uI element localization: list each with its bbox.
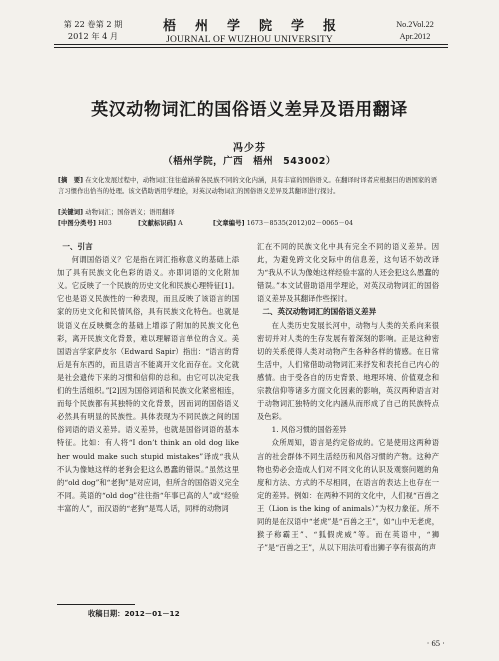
header-rule-thin [54,47,448,48]
page-number: · 65 · [426,638,445,648]
abstract-text: 在文化发展过程中，动物词汇往往蕴涵着各民族不同的文化内涵，具有丰富的国俗语义。在翻译时译者应根据目的语国家的语言习惯作出恰当的处理。该文借助语用学理论，对英汉动物词汇的国俗语义差异及其翻译进行探讨。 [58,177,438,195]
differences-paragraph: 在人类历史发展长河中，动物与人类的关系向来很密切并对人类的生存发展有着深刻的影响。正是这种密切的关系使得人类对动物产生各种各样的情感。在日常生活中，人们常借助动物词汇来抒发和表托自己内心的感情。由于受各自的历史背景、地理环境、价值观念和宗教信仰等诸多方面文化因素的影响，英汉两种语言对于动物词汇独特的文化内涵从而形成了自己的民族特点及色彩。 [257,320,439,422]
keywords [58,208,443,219]
publish-month-en: Apr.2012 [399,31,431,41]
continued-paragraph: 汇在不同的民族文化中具有完全不同的语义差异。因此，为避免跨文化交际中的信息差，这句话不妨改译为“我从不认为像她这样经验丰富的人还会犯这么愚蠢的错误。”本文试借助语用学理论，对英汉动物词汇的国俗语义差异及其翻译作些探讨。 [257,242,439,304]
header-right [385,19,445,42]
volume-issue: 第 22 卷第 2 期 [63,19,123,29]
keywords-label: [关键词] [58,209,84,216]
doc-code-label: [文献标识码] [138,220,177,227]
article-id-value: 1673－8535(2012)02－0065－04 [246,220,354,227]
received-date-footnote: 收稿日期：2012－01－12 [88,609,180,618]
author-name: 冯少芬 [233,143,266,154]
article-id-label: [文章编号] [213,220,245,227]
keywords-text: 动物词汇；国俗语义；语用翻译 [85,209,175,216]
intro-paragraph: 何谓国俗语义？它是指在词汇指称意义的基础上添加了具有民族文化色彩的语义。亦即词语的文化附加义。它反映了一个民族的历史文化和民族心理特征[1]。它也是语义民族性的一种表现，而且反映了该语言的国家的历史文化和民情风俗，具有民族文化特色。也就是说语义在反映概念的基础上增添了附加的民族文化色彩，离开民族文化背景，难以理解语言单位的含义。美国语言学家萨皮尔（Edward Sapir）指出：“语言的背后是有东西的，而且语言不能离开文化而存在。文化就是社会遗传下来的习惯和信仰的总和。由它可以决定我们的生活组织。”[2]因为国俗词语和民族文化紧密相连，而每个民族都有其独特的文化背景，因而词的国俗语义必然具有明显的民族性。具体表现为不同民族之间的国俗词语的语义差异。语义差异，也就是国俗词语的基本特征。比如：有人将“I don’t think an old dog like her would make such stupid mistakes”译成“我从不认为像她这样的老狗会犯这么愚蠢的错误。”虽然这里的“old dog”和“老狗”是对应词，但所含的国俗语义完全不同。英语的“old dog”往往指“年事已高的人”或“经验丰富的人”，而汉语的“老狗”是骂人话，同样的动物词 [57,255,239,513]
section-heading-intro: 一、引言 [62,242,93,251]
publish-date: 2012 年 4 月 [67,30,119,41]
header-rule-thick [54,44,448,45]
journal-name-zh: 梧州学院学报 [162,19,355,34]
footnote-rule [57,604,135,605]
article-title: 英汉动物词汇的国俗语义差异及语用翻译 [91,100,408,120]
abstract-label: [摘 要] [58,177,84,184]
left-column [57,240,239,515]
abstract [58,176,443,198]
affiliation: （梧州学院，广西 梧州 543002） [163,156,336,167]
classification-row [58,219,443,230]
subsection-heading-customs: 1. 风俗习惯的国俗差异 [271,425,347,435]
clc-value: H03 [98,220,112,227]
customs-paragraph: 众所周知，语言是约定俗成的。它是使用这两种语言的社会群体不同生活经历和风俗习惯的产物。这种产物也势必会造成人们对不同文化的认识及观察问题的角度和方法、方式的不尽相同，在语言的表达上也存在一定的差异。例如：在两种不同的文化中，人们视“百兽之王（Lion is the king of animals）”为权力象征。所不同的是在汉语中“老虎”是“百兽之王”，如“山中无老虎，猴子称霸王”、“狐假虎威”等。而在英语中，“狮子”是“百兽之王”，从以下用法可看出狮子享有很高的声 [257,438,439,553]
journal-name-en: JOURNAL OF WUZHOU UNIVERSITY [166,35,333,45]
issue-number-en: No.2Vol.22 [396,20,434,29]
right-column [257,240,439,554]
doc-code-value: A [178,220,183,227]
section-heading-differences: 二、英汉动物词汇的国俗语义差异 [262,307,377,317]
clc-label: [中图分类号] [58,220,96,227]
